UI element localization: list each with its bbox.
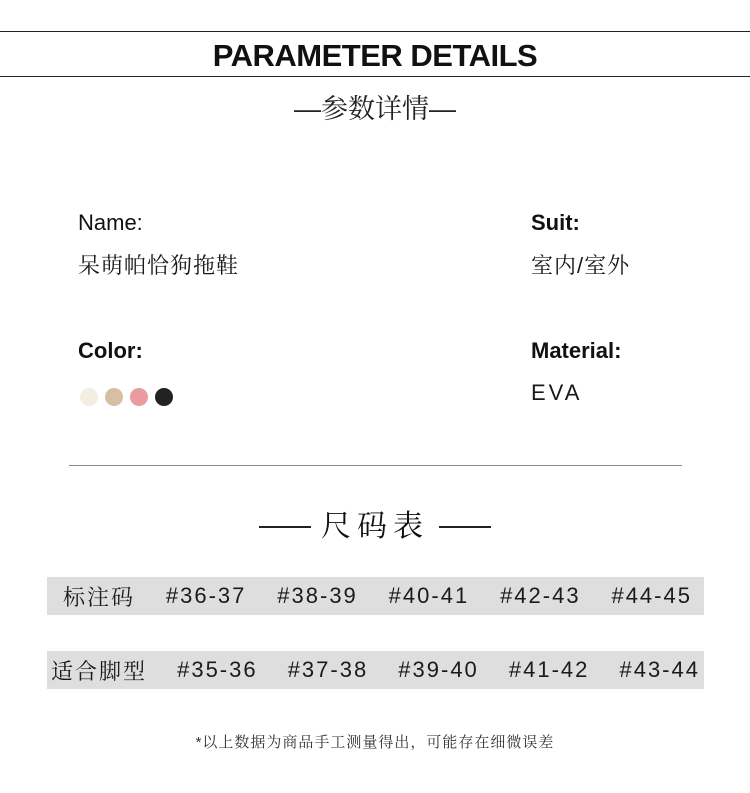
name-value: 呆萌帕恰狗拖鞋 [78,253,240,278]
size-chart-heading [0,508,750,546]
size-row-label: 标注码 [63,584,136,610]
color-swatch-cream[interactable] [80,388,98,406]
size-row-fit-size [47,651,704,689]
size-cell: #38-39 [277,583,358,608]
size-cell: #39-40 [398,657,479,682]
size-chart-title: 尺码表 [321,510,429,543]
material-value: EVA [531,380,583,405]
size-cell: #35-36 [177,657,258,682]
page-title: PARAMETER DETAILS [212,38,538,73]
size-row-label-size [47,577,704,615]
color-label: Color: [78,338,143,363]
suit-value: 室内/室外 [531,253,631,278]
size-cell: #36-37 [165,583,247,608]
header-top-rule [0,31,750,32]
material-label: Material: [531,338,622,363]
name-label: Name: [78,210,143,235]
header-bottom-rule [0,76,750,77]
size-cell: #44-45 [611,583,692,608]
size-cell: #43-44 [619,657,700,682]
size-cell: #42-43 [500,583,581,608]
color-swatch-pink[interactable] [130,388,148,406]
measurement-footnote: *以上数据为商品手工测量得出，可能存在细微误差 [195,734,555,751]
size-cell: #41-42 [508,657,590,682]
size-cell: #40-41 [388,583,470,608]
heading-dash-left [259,526,311,528]
heading-dash-right [439,526,491,528]
suit-label: Suit: [531,210,580,235]
page-subtitle: —参数详情— [294,94,456,124]
color-swatches [80,388,173,406]
color-swatch-black[interactable] [155,388,173,406]
section-divider [69,465,682,466]
color-swatch-khaki[interactable] [105,388,123,406]
size-row-label: 适合脚型 [51,658,148,684]
size-cell: #37-38 [287,657,369,682]
